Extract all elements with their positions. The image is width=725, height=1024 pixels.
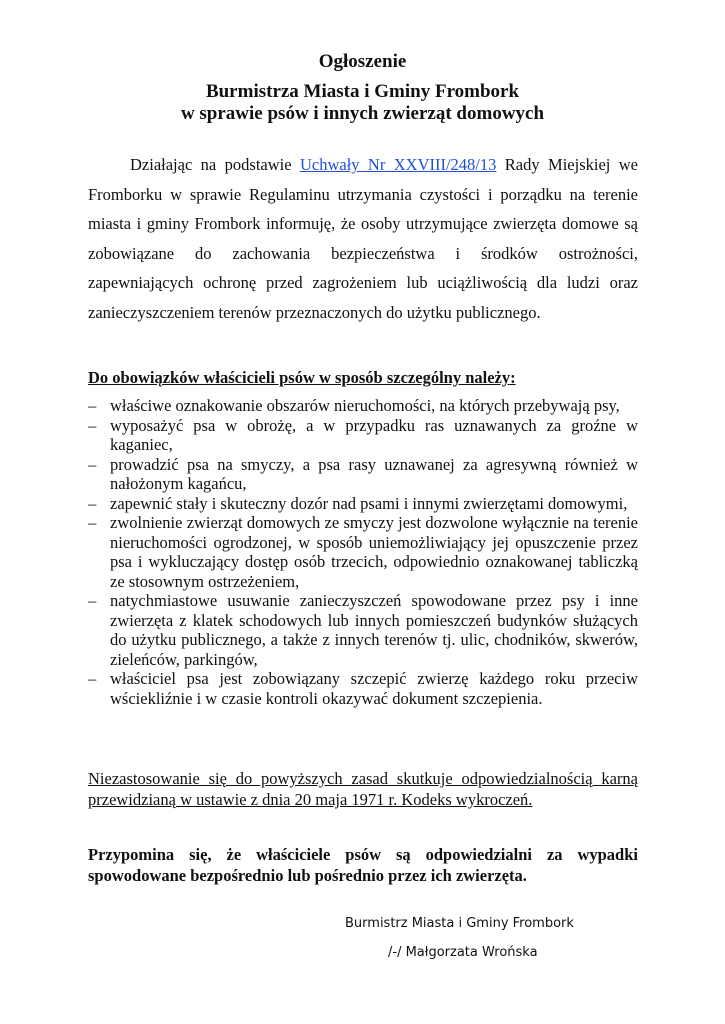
duty-text: natychmiastowe usuwanie zanieczyszczeń spowodowane przez psy i inne zwierzęta z klatek schodowych lub innych pomieszczeń budynków służących do użytku publicznego, a także z innych terenów tj. ulic, chodników, skwerów, zieleńców, parkingów, [110, 591, 638, 669]
duty-text: zwolnienie zwierząt domowych ze smyczy jest dozwolone wyłącznie na terenie nieruchomości ogrodzonej, w sposób uniemożliwiający jej opuszczenie przez psa i wykluczający dostęp osób trzecich, odpowiednio oznakowanej tabliczką ze stosownym ostrzeżeniem, [110, 513, 638, 591]
duty-item [88, 591, 638, 669]
duty-text: właściciel psa jest zobowiązany szczepić zwierzę każdego roku przeciw wściekliźnie i w czasie kontroli okazywać dokument szczepienia. [110, 669, 638, 708]
intro-text-start: Działając na podstawie [130, 155, 300, 174]
duty-text: wyposażyć psa w obrożę, a w przypadku ras uznawanych za groźne w kaganiec, [110, 415, 638, 454]
dash-bullet: – [88, 513, 97, 532]
issuer-title: Burmistrza Miasta i Gminy Frombork [205, 81, 520, 102]
signature-title: Burmistrz Miasta i Gminy Frombork [345, 916, 574, 931]
subject-title: w sprawie psów i innych zwierząt domowych [180, 103, 545, 124]
duty-item [88, 669, 638, 708]
announcement-title: Ogłoszenie [318, 51, 407, 72]
dash-bullet: – [88, 493, 97, 513]
duty-item [88, 513, 638, 591]
dash-bullet: – [88, 669, 97, 688]
resolution-link[interactable]: Uchwały Nr XXVIII/248/13 [299, 155, 497, 174]
signature-name: /-/ Małgorzata Wrońska [388, 945, 538, 960]
duties-list [88, 396, 638, 708]
duty-item [88, 416, 638, 455]
duty-text: właściwe oznakowanie obszarów nieruchomości, na których przebywają psy, [110, 396, 620, 415]
dash-bullet: – [88, 396, 97, 415]
duty-text: prowadzić psa na smyczy, a psa rasy uznawanej za agresywną również w nałożonym kagańcu, [110, 454, 638, 493]
intro-paragraph [88, 150, 638, 327]
consequence-paragraph: Niezastosowanie się do powyższych zasad skutkuje odpowiedzialnością karną przewidzianą w ustawie z dnia 20 maja 1971 r. Kodeks wykroczeń. [88, 769, 638, 809]
duty-item [88, 494, 638, 514]
intro-text-rest: Rady Miejskiej we Fromborku w sprawie Regulaminu utrzymania czystości i porządku na terenie miasta i gminy Frombork informuję, że osoby utrzymujące zwierzęta domowe są zobowiązane do zachowania bezpieczeństwa i środków ostrożności, zapewniających ochronę przed zagrożeniem lub uciążliwością dla ludzi oraz zanieczyszczeniem terenów przeznaczonych do użytku publicznego. [88, 155, 639, 322]
dash-bullet: – [88, 591, 97, 610]
duty-item [88, 455, 638, 494]
dash-bullet: – [88, 415, 97, 435]
dash-bullet: – [88, 454, 97, 474]
duty-item [88, 396, 638, 416]
reminder-paragraph: Przypomina się, że właściciele psów są odpowiedzialni za wypadki spowodowane bezpośrednio lub pośrednio przez ich zwierzęta. [88, 845, 638, 885]
duty-text: zapewnić stały i skuteczny dozór nad psami i innymi zwierzętami domowymi, [110, 493, 628, 513]
duties-heading: Do obowiązków właścicieli psów w sposób szczególny należy: [88, 368, 516, 387]
